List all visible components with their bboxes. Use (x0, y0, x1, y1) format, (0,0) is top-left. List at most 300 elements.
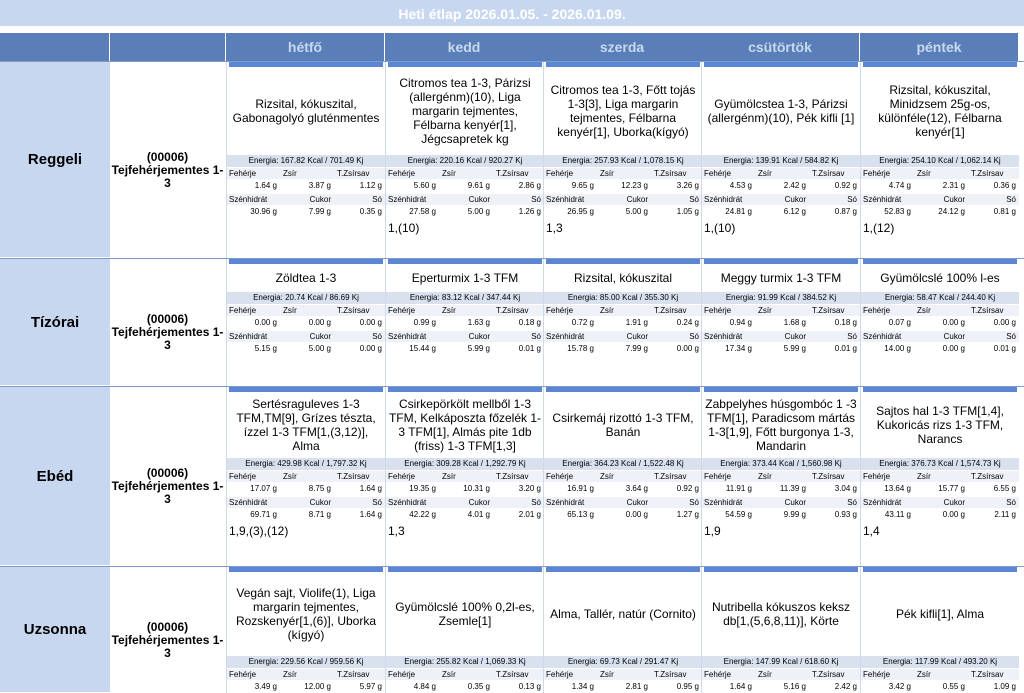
nutrient-value: 9.65 g (571, 181, 594, 190)
nutrient-label: Só (847, 195, 857, 204)
nutrient-label: Cukor (626, 332, 648, 341)
cell-accent-bar (388, 567, 542, 572)
nutrient-value: 0.00 g (359, 318, 382, 327)
day-header: hétfő (226, 33, 385, 61)
nutrient-label: T.Zsírsav (654, 169, 687, 178)
nutrient-value: 7.99 g (308, 207, 331, 216)
menu-cell (385, 259, 544, 386)
nutrient-label: Fehérje (546, 306, 574, 315)
nutrient-label: Fehérje (863, 306, 891, 315)
nutrient-value: 69.71 g (250, 510, 277, 519)
menu-cell (543, 62, 702, 258)
nutrient-label: T.Zsírsav (337, 169, 370, 178)
nutrient-value: 1.68 g (783, 318, 806, 327)
nutrient-value: 4.01 g (467, 510, 490, 519)
energy-value: Energia: 309.28 Kcal / 1,292.79 Kj (386, 458, 544, 470)
dish-text (388, 394, 542, 456)
nutrient-label: Zsír (442, 169, 456, 178)
nutrient-value: 0.81 g (993, 207, 1016, 216)
nutrient-label: T.Zsírsav (654, 306, 687, 315)
dish-text (704, 69, 858, 153)
nutrient-value: 5.16 g (783, 682, 806, 691)
day-header: péntek (860, 33, 1019, 61)
nutrient-value: 0.00 g (359, 344, 382, 353)
nutrient-label: Szénhidrát (388, 498, 427, 507)
nutrient-value: 17.07 g (250, 484, 277, 493)
cell-accent-bar (546, 259, 700, 264)
energy-value: Energia: 85.00 Kcal / 355.30 Kj (544, 292, 702, 304)
nutrient-label: Só (689, 332, 699, 341)
nutrient-label: Zsír (283, 169, 297, 178)
nutrient-label: T.Zsírsav (496, 472, 529, 481)
nutrient-value: 12.23 g (621, 181, 648, 190)
menu-cell (543, 259, 702, 386)
nutrient-value: 1.91 g (625, 318, 648, 327)
menu-cell (226, 259, 385, 386)
diet-code: (00006) (146, 466, 189, 480)
dish-text (388, 574, 542, 654)
nutrient-label: Fehérje (388, 670, 416, 679)
cell-accent-bar (704, 62, 858, 67)
menu-cell (385, 62, 544, 258)
nutrient-label: Zsír (283, 306, 297, 315)
nutrient-label: Fehérje (229, 306, 257, 315)
nutrient-label: Szénhidrát (863, 332, 902, 341)
nutrient-value: 1.63 g (467, 318, 490, 327)
menu-cell (701, 62, 860, 258)
nutrient-label: Cukor (468, 498, 490, 507)
nutrient-value: 5.99 g (783, 344, 806, 353)
nutrient-label: Cukor (626, 195, 648, 204)
nutrient-value: 0.01 g (993, 344, 1016, 353)
nutrient-value: 2.31 g (942, 181, 965, 190)
nutrient-label: Fehérje (388, 169, 416, 178)
nutrient-value: 2.42 g (834, 682, 857, 691)
energy-value: Energia: 257.93 Kcal / 1,078.15 Kj (544, 155, 702, 167)
nutrient-value: 3.87 g (308, 181, 331, 190)
nutrient-value: 0.00 g (942, 344, 965, 353)
nutrient-label: T.Zsírsav (654, 472, 687, 481)
nutrient-value: 3.04 g (834, 484, 857, 493)
nutrient-label: Szénhidrát (863, 195, 902, 204)
energy-value: Energia: 139.91 Kcal / 584.82 Kj (702, 155, 860, 167)
nutrient-label: Só (847, 498, 857, 507)
dish-label: Eperturmix 1-3 TFM (411, 271, 519, 285)
nutrient-value: 5.15 g (254, 344, 277, 353)
nutrient-value: 6.55 g (993, 484, 1016, 493)
energy-value: Energia: 58.47 Kcal / 244.40 Kj (861, 292, 1019, 304)
energy-value: Energia: 376.73 Kcal / 1,574.73 Kj (861, 458, 1019, 470)
dish-label: Zöldtea 1-3 (275, 271, 337, 285)
nutrient-value: 1.64 g (359, 510, 382, 519)
nutrient-label: Cukor (784, 332, 806, 341)
menu-cell (385, 387, 544, 566)
dish-label: Meggy turmix 1-3 TFM (720, 271, 842, 285)
nutrient-label: Zsír (283, 670, 297, 679)
nutrient-label: Só (372, 498, 382, 507)
dish-label: Gyümölcstea 1-3, Párizsi (allergénm)(10), Pék kifli [1] (707, 97, 855, 125)
nutrient-value: 15.44 g (409, 344, 436, 353)
nutrient-value: 54.59 g (725, 510, 752, 519)
nutrient-label: Só (1006, 498, 1016, 507)
nutrient-label: Szénhidrát (229, 332, 268, 341)
nutrient-value: 12.00 g (304, 682, 331, 691)
nutrient-label: Fehérje (704, 306, 732, 315)
nutrient-value: 1.05 g (676, 207, 699, 216)
nutrient-value: 5.97 g (359, 682, 382, 691)
menu-cell (860, 567, 1019, 693)
nutrient-value: 2.42 g (783, 181, 806, 190)
cell-accent-bar (863, 387, 1017, 392)
nutrient-value: 0.35 g (359, 207, 382, 216)
nutrient-label: T.Zsírsav (654, 670, 687, 679)
dish-label: Sertésraguleves 1-3 TFM,TM[9], Grízes tészta, ízzel 1-3 TFM[1,(3,12)], Alma (236, 397, 376, 453)
cell-accent-bar (546, 567, 700, 572)
energy-value: Energia: 117.99 Kcal / 493.20 Kj (861, 656, 1019, 668)
nutrient-label: Cukor (943, 195, 965, 204)
diet-code-block (110, 259, 225, 386)
nutrient-value: 0.24 g (676, 318, 699, 327)
diet-code-block (110, 567, 225, 693)
nutrient-label: T.Zsírsav (496, 306, 529, 315)
diet-name: Tejfehérjementes 1-3 (111, 632, 224, 660)
nutrient-value: 0.07 g (888, 318, 911, 327)
dish-text (546, 394, 700, 456)
dish-text (229, 69, 383, 153)
energy-value: Energia: 167.82 Kcal / 701.49 Kj (227, 155, 385, 167)
nutrient-label: Zsír (442, 472, 456, 481)
nutrient-value: 0.92 g (834, 181, 857, 190)
nutrient-value: 0.18 g (834, 318, 857, 327)
dish-text (229, 574, 383, 654)
nutrient-value: 4.53 g (729, 181, 752, 190)
nutrient-label: Zsír (917, 472, 931, 481)
nutrient-label: Fehérje (229, 472, 257, 481)
nutrient-value: 1.09 g (993, 682, 1016, 691)
cell-accent-bar (704, 259, 858, 264)
nutrient-label: T.Zsírsav (812, 472, 845, 481)
nutrient-value: 0.55 g (942, 682, 965, 691)
allergen-codes: 1,3 (388, 524, 405, 538)
nutrient-label: Fehérje (546, 472, 574, 481)
nutrient-value: 6.12 g (783, 207, 806, 216)
nutrient-value: 0.87 g (834, 207, 857, 216)
nutrient-value: 15.78 g (567, 344, 594, 353)
nutrient-label: Zsír (917, 670, 931, 679)
nutrient-value: 7.99 g (625, 344, 648, 353)
dish-label: Rizsital, kókuszital (573, 271, 673, 285)
nutrient-label: Fehérje (388, 472, 416, 481)
menu-cell (860, 387, 1019, 566)
dish-label: Zabpelyhes húsgombóc 1 -3 TFM[1], Paradicsom mártás 1-3[1,9], Főtt burgonya 1-3, Mandarin (705, 397, 857, 453)
nutrient-value: 15.77 g (938, 484, 965, 493)
nutrient-label: Fehérje (863, 169, 891, 178)
nutrient-value: 5.00 g (625, 207, 648, 216)
nutrient-label: Só (531, 195, 541, 204)
nutrient-label: Fehérje (863, 670, 891, 679)
energy-value: Energia: 220.16 Kcal / 920.27 Kj (386, 155, 544, 167)
dish-text (863, 266, 1017, 290)
nutrient-label: Cukor (943, 332, 965, 341)
nutrient-value: 0.00 g (993, 318, 1016, 327)
nutrient-value: 0.00 g (254, 318, 277, 327)
cell-accent-bar (863, 259, 1017, 264)
nutrient-value: 8.75 g (308, 484, 331, 493)
nutrient-label: Szénhidrát (546, 332, 585, 341)
nutrient-label: Szénhidrát (704, 498, 743, 507)
dish-label: Vegán sajt, Violife(1), Liga margarin tejmentes, Rozskenyér[1,(6)], Uborka (kígyó) (235, 586, 377, 642)
nutrient-value: 2.81 g (625, 682, 648, 691)
nutrient-label: Cukor (309, 498, 331, 507)
allergen-codes: 1,(10) (704, 221, 736, 235)
nutrient-value: 65.13 g (567, 510, 594, 519)
nutrient-label: Zsír (758, 169, 772, 178)
nutrient-value: 3.20 g (518, 484, 541, 493)
nutrient-label: Cukor (309, 195, 331, 204)
nutrient-value: 19.35 g (409, 484, 436, 493)
nutrient-value: 0.92 g (676, 484, 699, 493)
nutrient-label: Szénhidrát (546, 498, 585, 507)
nutrient-value: 0.72 g (571, 318, 594, 327)
nutrient-label: Zsír (600, 169, 614, 178)
nutrient-value: 0.36 g (993, 181, 1016, 190)
dish-text (863, 574, 1017, 654)
nutrient-value: 1.26 g (518, 207, 541, 216)
day-header: szerda (543, 33, 702, 61)
nutrient-label: Fehérje (546, 169, 574, 178)
nutrient-label: Zsír (442, 670, 456, 679)
nutrient-label: T.Zsírsav (496, 670, 529, 679)
energy-value: Energia: 254.10 Kcal / 1,062.14 Kj (861, 155, 1019, 167)
meal-name: Uzsonna (0, 567, 110, 693)
nutrient-label: Cukor (309, 332, 331, 341)
nutrient-value: 1.64 g (729, 682, 752, 691)
allergen-codes: 1,9 (704, 524, 721, 538)
energy-value: Energia: 69.73 Kcal / 291.47 Kj (544, 656, 702, 668)
nutrient-value: 16.91 g (567, 484, 594, 493)
nutrient-value: 2.11 g (994, 510, 1016, 519)
nutrient-value: 30.96 g (250, 207, 277, 216)
allergen-codes: 1,9,(3),(12) (229, 524, 289, 538)
menu-cell (226, 567, 385, 693)
allergen-codes: 1,(10) (388, 221, 420, 235)
menu-cell (385, 567, 544, 693)
dish-text (388, 266, 542, 290)
dish-text (704, 574, 858, 654)
nutrient-label: Szénhidrát (863, 498, 902, 507)
energy-value: Energia: 364.23 Kcal / 1,522.48 Kj (544, 458, 702, 470)
energy-value: Energia: 373.44 Kcal / 1,560.98 Kj (702, 458, 860, 470)
meal-name: Ebéd (0, 387, 110, 566)
nutrient-label: Zsír (600, 670, 614, 679)
nutrient-label: Zsír (442, 306, 456, 315)
dish-label: Alma, Tallér, natúr (Cornito) (550, 607, 696, 621)
nutrient-value: 1.12 g (359, 181, 382, 190)
header-blank (110, 33, 226, 61)
dish-text (546, 266, 700, 290)
cell-accent-bar (229, 387, 383, 392)
nutrient-value: 3.26 g (676, 181, 699, 190)
diet-code-block (110, 62, 225, 258)
nutrient-value: 26.95 g (567, 207, 594, 216)
meal-name: Reggeli (0, 62, 110, 258)
dish-label: Citromos tea 1-3, Főtt tojás 1-3[3], Liga margarin tejmentes, Félbarna kenyér[1], Uborka(kígyó) (550, 83, 696, 139)
nutrient-label: Zsír (758, 472, 772, 481)
nutrient-value: 8.71 g (308, 510, 331, 519)
nutrient-label: Fehérje (704, 670, 732, 679)
nutrient-label: T.Zsírsav (337, 472, 370, 481)
dish-text (704, 266, 858, 290)
nutrient-value: 4.84 g (413, 682, 436, 691)
nutrient-value: 9.61 g (467, 181, 490, 190)
nutrient-value: 11.39 g (779, 484, 806, 493)
nutrient-label: Fehérje (704, 472, 732, 481)
nutrient-value: 1.64 g (359, 484, 382, 493)
cell-accent-bar (229, 567, 383, 572)
nutrient-label: Fehérje (229, 169, 257, 178)
cell-accent-bar (388, 62, 542, 67)
nutrient-label: T.Zsírsav (971, 169, 1004, 178)
header-blank (0, 33, 110, 61)
diet-code: (00006) (146, 149, 189, 164)
nutrient-label: Szénhidrát (704, 332, 743, 341)
dish-text (863, 394, 1017, 456)
nutrient-label: Cukor (784, 498, 806, 507)
nutrient-value: 0.00 g (625, 510, 648, 519)
nutrient-value: 1.27 g (676, 510, 699, 519)
nutrient-value: 17.34 g (725, 344, 752, 353)
nutrient-value: 10.31 g (463, 484, 490, 493)
nutrient-value: 42.22 g (409, 510, 436, 519)
day-header: csütörtök (701, 33, 860, 61)
nutrient-label: Szénhidrát (229, 195, 268, 204)
energy-value: Energia: 229.56 Kcal / 959.56 Kj (227, 656, 385, 668)
dish-label: Citromos tea 1-3, Párizsi (allergénm)(10), Liga margarin tejmentes, Félbarna kenyér[1], Jégcsapretek kg (399, 76, 531, 146)
nutrient-value: 0.00 g (676, 344, 699, 353)
energy-value: Energia: 429.98 Kcal / 1,797.32 Kj (227, 458, 385, 470)
nutrient-value: 5.00 g (467, 207, 490, 216)
nutrient-value: 5.99 g (467, 344, 490, 353)
dish-label: Gyümölcslé 100% 0,2l-es, Zsemle[1] (395, 600, 535, 628)
nutrient-value: 3.64 g (625, 484, 648, 493)
nutrient-label: Só (689, 195, 699, 204)
nutrient-value: 0.93 g (834, 510, 857, 519)
nutrient-value: 11.91 g (725, 484, 752, 493)
diet-name: Tejfehérjementes 1-3 (111, 479, 224, 506)
menu-cell (701, 259, 860, 386)
dish-label: Nutribella kókuszos keksz db[1,(5,6,8,11)], Körte (711, 600, 851, 628)
allergen-codes: 1,4 (863, 524, 880, 538)
menu-cell (226, 387, 385, 566)
cell-accent-bar (388, 259, 542, 264)
nutrient-value: 0.99 g (413, 318, 436, 327)
cell-accent-bar (229, 62, 383, 67)
nutrient-value: 24.81 g (725, 207, 752, 216)
energy-value: Energia: 20.74 Kcal / 86.69 Kj (227, 292, 385, 304)
nutrient-label: Cukor (468, 195, 490, 204)
nutrient-value: 9.99 g (783, 510, 806, 519)
allergen-codes: 1,3 (546, 221, 563, 235)
nutrient-label: Cukor (468, 332, 490, 341)
nutrient-label: Zsír (600, 472, 614, 481)
dish-text (388, 69, 542, 153)
day-header: kedd (385, 33, 544, 61)
nutrient-label: Zsír (758, 670, 772, 679)
nutrient-label: Cukor (943, 498, 965, 507)
menu-cell (860, 259, 1019, 386)
nutrient-label: T.Zsírsav (812, 306, 845, 315)
nutrient-label: Fehérje (546, 670, 574, 679)
nutrient-label: Só (1006, 195, 1016, 204)
nutrient-label: Só (531, 498, 541, 507)
allergen-codes: 1,(12) (863, 221, 895, 235)
diet-name: Tejfehérjementes 1-3 (111, 325, 224, 352)
cell-accent-bar (229, 259, 383, 264)
nutrient-value: 3.49 g (254, 682, 277, 691)
dish-label: Gyümölcslé 100% l-es (880, 271, 1000, 285)
nutrient-value: 43.11 g (884, 510, 911, 519)
nutrient-value: 0.01 g (834, 344, 857, 353)
energy-value: Energia: 83.12 Kcal / 347.44 Kj (386, 292, 544, 304)
meal-name: Tízórai (0, 259, 110, 386)
dish-text (704, 394, 858, 456)
nutrient-label: T.Zsírsav (812, 169, 845, 178)
nutrient-label: T.Zsírsav (337, 306, 370, 315)
nutrient-value: 14.00 g (884, 344, 911, 353)
nutrient-value: 0.01 g (518, 344, 541, 353)
dish-text (546, 574, 700, 654)
cell-accent-bar (704, 387, 858, 392)
nutrient-label: Szénhidrát (229, 498, 268, 507)
nutrient-label: T.Zsírsav (812, 670, 845, 679)
dish-label: Rizsital, kókuszital, Minidzsem 25g-os, különféle(12), Félbarna kenyér[1] (878, 83, 1002, 139)
nutrient-value: 3.42 g (888, 682, 911, 691)
energy-value: Energia: 255.82 Kcal / 1,069.33 Kj (386, 656, 544, 668)
nutrient-label: T.Zsírsav (971, 670, 1004, 679)
nutrient-label: Só (847, 332, 857, 341)
nutrient-label: Só (372, 195, 382, 204)
diet-code-block (110, 387, 225, 566)
dish-label: Rizsital, kókuszital, Gabonagolyó gluténmentes (232, 97, 380, 125)
nutrient-value: 5.60 g (413, 181, 436, 190)
nutrient-label: Só (531, 332, 541, 341)
nutrient-label: T.Zsírsav (496, 169, 529, 178)
menu-cell (543, 567, 702, 693)
nutrient-value: 13.64 g (884, 484, 911, 493)
nutrient-value: 0.13 g (518, 682, 541, 691)
nutrient-label: Zsír (917, 306, 931, 315)
nutrient-label: Zsír (600, 306, 614, 315)
nutrient-label: Fehérje (704, 169, 732, 178)
nutrient-label: Fehérje (863, 472, 891, 481)
nutrient-value: 0.35 g (467, 682, 490, 691)
nutrient-value: 1.64 g (254, 181, 277, 190)
cell-accent-bar (546, 62, 700, 67)
nutrient-label: Zsír (917, 169, 931, 178)
nutrient-value: 4.74 g (888, 181, 911, 190)
nutrient-value: 0.00 g (942, 318, 965, 327)
energy-value: Energia: 147.99 Kcal / 618.60 Kj (702, 656, 860, 668)
nutrient-value: 1.34 g (571, 682, 594, 691)
menu-cell (860, 62, 1019, 258)
dish-text (229, 394, 383, 456)
menu-cell (543, 387, 702, 566)
nutrient-value: 52.83 g (884, 207, 911, 216)
dish-label: Csirkemáj rizottó 1-3 TFM, Banán (552, 411, 694, 439)
nutrient-value: 0.00 g (308, 318, 331, 327)
dish-label: Pék kifli[1], Alma (895, 607, 985, 621)
nutrient-value: 0.00 g (942, 510, 965, 519)
